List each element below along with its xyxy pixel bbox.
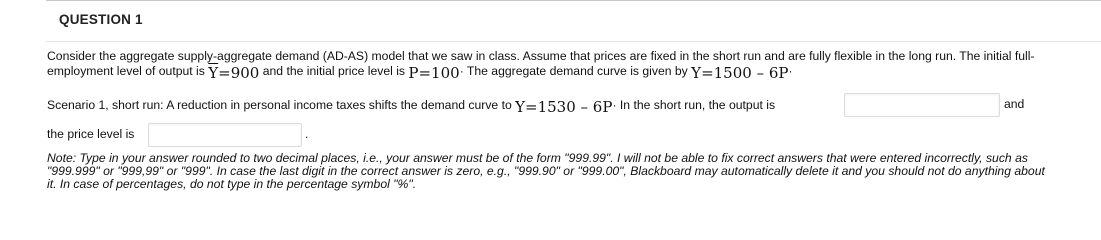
intro-text-1: Consider the aggregate supply-aggregate demand (AD-AS) model that we saw in class. Assume that prices are fixed in the short run and are fully flexible in the long run. The initial full-employment level of output is — [47, 49, 1035, 78]
price-equation: P=100 — [408, 64, 460, 82]
price-level-label: the price level is — [47, 127, 135, 141]
output-answer-input[interactable] — [844, 93, 1000, 117]
scenario-equation: Y=1530 – 6P — [515, 98, 613, 116]
price-level-answer-input[interactable] — [148, 123, 302, 147]
intro-text-3: · The aggregate demand curve is given by — [459, 64, 692, 78]
price-level-row — [47, 121, 647, 149]
period-mark: . — [305, 127, 309, 141]
answer-format-note: Note: Type in your answer rounded to two decimal places, i.e., your answer must be of the form "999.99". I will not be able to fix correct answers that were entered incorrectly, such as "999.999" or "999,99" or "999". In case the last digit in the correct answer is zero, e.g., "999.90" or "999.00", Blackboard may automatically delete it and you should not do anything about it. In case of percentages, do not type in the percentage symbol "%". — [47, 151, 1045, 191]
question-header — [46, 0, 1101, 42]
ybar-symbol: $\overline{Y}$ — [208, 64, 219, 82]
ybar-value: =900 — [218, 64, 260, 82]
ad-curve-equation: Y=1500 – 6P — [691, 64, 789, 82]
ybar-equation — [208, 64, 259, 82]
intro-text-2: and the initial price level is — [259, 64, 409, 78]
scenario-text-1: Scenario 1, short run: A reduction in personal income taxes shifts the demand curve to — [47, 98, 516, 112]
question-title: QUESTION 1 — [59, 12, 143, 27]
and-label: and — [1004, 97, 1025, 111]
question-body — [47, 49, 1077, 191]
question-intro — [47, 49, 1077, 82]
scenario-text-2: · In the short run, the output is — [612, 98, 776, 112]
scenario-row — [47, 93, 1077, 121]
intro-text-4: · — [788, 64, 793, 78]
scenario-text — [47, 97, 776, 116]
